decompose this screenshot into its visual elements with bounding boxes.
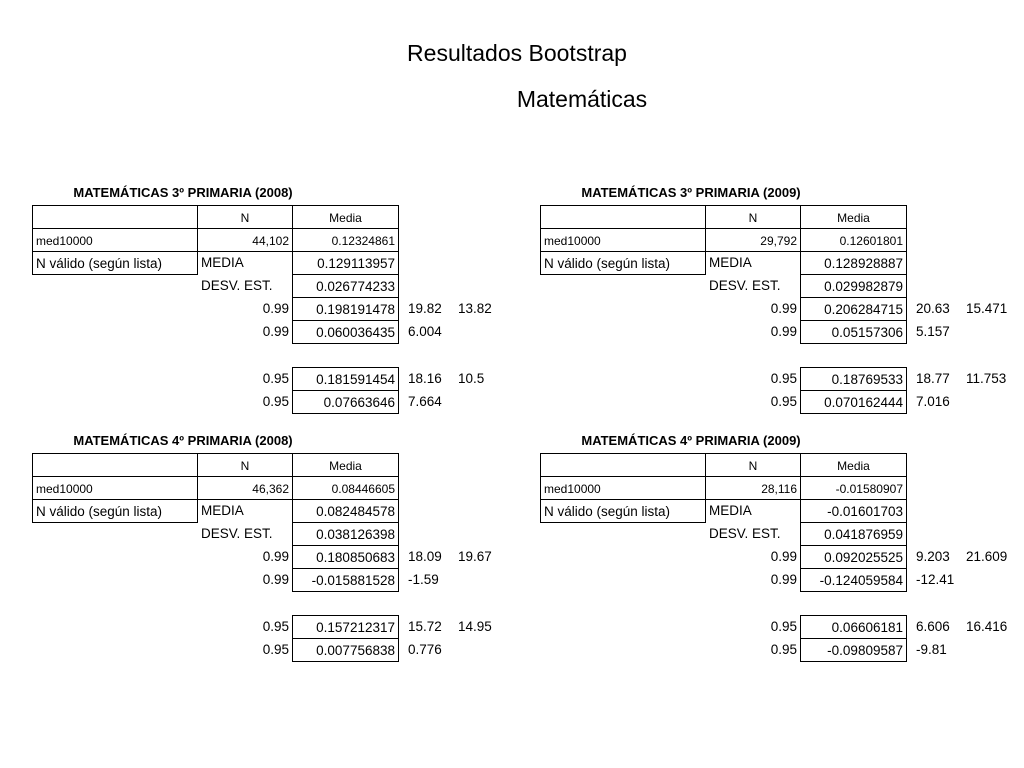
- ci95-level-lower: 0.95: [770, 394, 797, 409]
- ci99-lower: 0.060036435: [292, 320, 399, 344]
- med-label: med10000: [540, 476, 706, 500]
- med-value: 0.08446605: [292, 476, 399, 500]
- ci95-upper: 0.18769533: [800, 367, 907, 391]
- med-label: med10000: [32, 228, 198, 252]
- ci99-level-lower: 0.99: [262, 572, 289, 587]
- header-blank-cell: [32, 205, 198, 229]
- slide-title: Resultados Bootstrap: [407, 40, 627, 66]
- ci99-lower: 0.05157306: [800, 320, 907, 344]
- table-mat-3-2009: [508, 185, 1008, 417]
- header-blank-cell: [32, 453, 198, 477]
- table-mat-4-2008: [0, 433, 492, 665]
- media-label: MEDIA: [201, 255, 244, 270]
- media-label: MEDIA: [201, 503, 244, 518]
- ci95-lower-pct: 7.016: [916, 394, 950, 409]
- ci95-lower: 0.007756838: [292, 638, 399, 662]
- header-media: Media: [292, 205, 399, 229]
- ci99-lower: -0.124059584: [800, 568, 907, 592]
- med-value: 0.12601801: [800, 228, 907, 252]
- desv-label: DESV. EST.: [201, 526, 273, 541]
- ci99-level-lower: 0.99: [262, 324, 289, 339]
- ci99-lower-pct: 5.157: [916, 324, 950, 339]
- ci95-lower-pct: 0.776: [408, 642, 442, 657]
- table-title: MATEMÁTICAS 4º PRIMARIA (2008): [73, 433, 293, 448]
- ci99-upper: 0.092025525: [800, 545, 907, 569]
- table-title: MATEMÁTICAS 4º PRIMARIA (2009): [581, 433, 801, 448]
- media-value: -0.01601703: [800, 499, 907, 523]
- desv-label: DESV. EST.: [709, 278, 781, 293]
- ci99-level-upper: 0.99: [770, 549, 797, 564]
- med-value: -0.01580907: [800, 476, 907, 500]
- desv-value: 0.026774233: [292, 274, 399, 298]
- header-blank-cell: [540, 205, 706, 229]
- n-value: 44,102: [197, 228, 293, 252]
- media-value: 0.129113957: [292, 251, 399, 275]
- ci99-level-upper: 0.99: [770, 301, 797, 316]
- desv-value: 0.041876959: [800, 522, 907, 546]
- ci95-level-lower: 0.95: [770, 642, 797, 657]
- ci95-upper-pct: 6.606: [916, 619, 950, 634]
- ci95-upper: 0.157212317: [292, 615, 399, 639]
- header-media: Media: [292, 453, 399, 477]
- ci95-level-upper: 0.95: [262, 371, 289, 386]
- header-n: N: [705, 205, 801, 229]
- ci95-width: 16.416: [966, 619, 1008, 634]
- ci99-upper: 0.198191478: [292, 297, 399, 321]
- ci99-lower-pct: 6.004: [408, 324, 442, 339]
- ci99-upper: 0.206284715: [800, 297, 907, 321]
- valid-label: N válido (según lista): [540, 251, 706, 275]
- ci95-upper-pct: 18.77: [916, 371, 950, 386]
- table-title: MATEMÁTICAS 3º PRIMARIA (2009): [581, 185, 801, 200]
- med-label: med10000: [32, 476, 198, 500]
- header-media: Media: [800, 205, 907, 229]
- table-title: MATEMÁTICAS 3º PRIMARIA (2008): [73, 185, 293, 200]
- ci95-level-lower: 0.95: [262, 394, 289, 409]
- ci95-lower: 0.07663646: [292, 390, 399, 414]
- ci99-width: 13.82: [458, 301, 492, 316]
- ci95-upper-pct: 18.16: [408, 371, 442, 386]
- ci95-lower-pct: -9.81: [916, 642, 947, 657]
- ci95-level-upper: 0.95: [770, 619, 797, 634]
- ci99-upper-pct: 9.203: [916, 549, 950, 564]
- header-blank-cell: [540, 453, 706, 477]
- ci99-lower-pct: -1.59: [408, 572, 439, 587]
- ci99-upper: 0.180850683: [292, 545, 399, 569]
- media-label: MEDIA: [709, 503, 752, 518]
- table-mat-3-2008: [0, 185, 492, 417]
- media-label: MEDIA: [709, 255, 752, 270]
- desv-value: 0.038126398: [292, 522, 399, 546]
- med-value: 0.12324861: [292, 228, 399, 252]
- header-n: N: [197, 453, 293, 477]
- ci99-lower-pct: -12.41: [916, 572, 955, 587]
- header-n: N: [197, 205, 293, 229]
- valid-label: N válido (según lista): [540, 499, 706, 523]
- ci95-level-lower: 0.95: [262, 642, 289, 657]
- ci99-upper-pct: 19.82: [408, 301, 442, 316]
- header-n: N: [705, 453, 801, 477]
- ci99-width: 15.471: [966, 301, 1008, 316]
- ci95-level-upper: 0.95: [770, 371, 797, 386]
- ci99-level-upper: 0.99: [262, 301, 289, 316]
- ci95-upper-pct: 15.72: [408, 619, 442, 634]
- media-value: 0.082484578: [292, 499, 399, 523]
- n-value: 46,362: [197, 476, 293, 500]
- ci99-upper-pct: 20.63: [916, 301, 950, 316]
- slide-subtitle: Matemáticas: [516, 86, 648, 112]
- desv-label: DESV. EST.: [201, 278, 273, 293]
- table-mat-4-2009: [508, 433, 1008, 665]
- desv-value: 0.029982879: [800, 274, 907, 298]
- ci99-upper-pct: 18.09: [408, 549, 442, 564]
- header-media: Media: [800, 453, 907, 477]
- ci99-level-lower: 0.99: [770, 324, 797, 339]
- valid-label: N válido (según lista): [32, 499, 198, 523]
- valid-label: N válido (según lista): [32, 251, 198, 275]
- ci95-upper: 0.181591454: [292, 367, 399, 391]
- desv-label: DESV. EST.: [709, 526, 781, 541]
- med-label: med10000: [540, 228, 706, 252]
- ci99-level-lower: 0.99: [770, 572, 797, 587]
- ci95-level-upper: 0.95: [262, 619, 289, 634]
- media-value: 0.128928887: [800, 251, 907, 275]
- ci95-width: 10.5: [458, 371, 485, 386]
- ci95-upper: 0.06606181: [800, 615, 907, 639]
- ci99-width: 19.67: [458, 549, 492, 564]
- ci95-width: 14.95: [458, 619, 492, 634]
- ci95-lower: -0.09809587: [800, 638, 907, 662]
- ci95-width: 11.753: [966, 371, 1007, 386]
- ci95-lower-pct: 7.664: [408, 394, 442, 409]
- ci99-width: 21.609: [966, 549, 1008, 564]
- n-value: 29,792: [705, 228, 801, 252]
- ci99-level-upper: 0.99: [262, 549, 289, 564]
- n-value: 28,116: [705, 476, 801, 500]
- ci95-lower: 0.070162444: [800, 390, 907, 414]
- ci99-lower: -0.015881528: [292, 568, 399, 592]
